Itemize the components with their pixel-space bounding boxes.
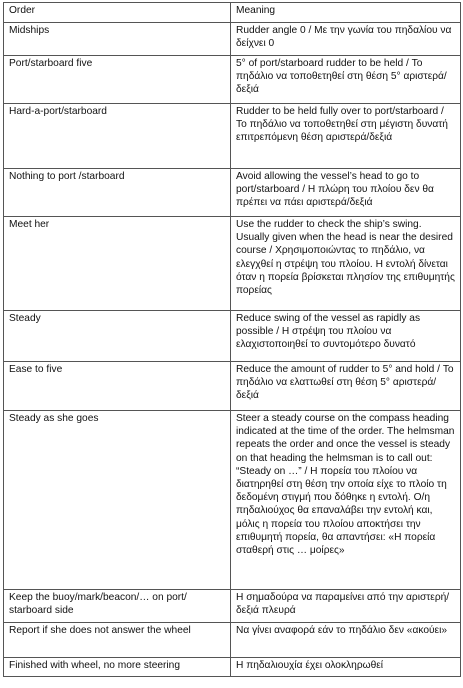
meaning-cell: Η σημαδούρα να παραμείνει από την αριστερή/δεξιά πλευρά (231, 590, 461, 623)
meaning-cell: Reduce the amount of rudder to 5° and hold / Το πηδάλιο να ελαττωθεί στη θέση 5° αριστερά/δεξιά (231, 362, 461, 411)
table-row (4, 623, 461, 658)
order-cell: Hard-a-port/starboard (4, 104, 231, 169)
order-cell: Steady (4, 311, 231, 362)
table-row (4, 169, 461, 217)
table-row (4, 311, 461, 362)
table-header-row (4, 3, 461, 23)
order-cell: Meet her (4, 217, 231, 311)
order-cell: Nothing to port /starboard (4, 169, 231, 217)
table-row (4, 362, 461, 411)
meaning-cell: Rudder to be held fully over to port/starboard / Το πηδάλιο να τοποθετηθεί στη μέγιστη δυνατή επιτρεπόμενη θέση αριστερά/δεξιά (231, 104, 461, 169)
header-order: Order (4, 3, 231, 23)
order-cell: Report if she does not answer the wheel (4, 623, 231, 658)
table-row (4, 104, 461, 169)
meaning-cell: Reduce swing of the vessel as rapidly as possible / Η στρέψη του πλοίου να ελαχιστοποιηθεί το συντομότερο δυνατό (231, 311, 461, 362)
order-cell: Steady as she goes (4, 411, 231, 590)
order-cell: Ease to five (4, 362, 231, 411)
table-row (4, 590, 461, 623)
order-cell: Keep the buoy/mark/beacon/… on port/ starboard side (4, 590, 231, 623)
table-row (4, 217, 461, 311)
table-row (4, 411, 461, 590)
meaning-cell: Use the rudder to check the ship’s swing. Usually given when the head is near the desired course / Χρησιμοποιώντας το πηδάλιο, να ελεγχθεί η στρέψη του πλοίου. Η εντολή δίνεται όταν η πορεία βρίσκεται πλησίον της επιθυμητής πορείας (231, 217, 461, 311)
table-row (4, 23, 461, 56)
meaning-cell: Steer a steady course on the compass heading indicated at the time of the order. The helmsman repeats the order and once the vessel is steady on that heading the helmsman is to call out: “Steady on …” / Η πορεία του πλοίου να διατηρηθεί στη θέση την οποία είχε το πλοίο τη δεδομένη στιγμή που δόθηκε η εντολή. Ο/η πηδαλιούχος θα επαναλάβει την εντολή και, μόλις η πορεία του πλοίου αποκτήσει την επιθυμητή πορεία, θα απαντήσει: «Η πορεία σταθερή στις … μοίρες» (231, 411, 461, 590)
helm-orders-table (3, 2, 461, 677)
meaning-cell: Rudder angle 0 / Με την γωνία του πηδαλίου να δείχνει 0 (231, 23, 461, 56)
header-meaning: Meaning (231, 3, 461, 23)
meaning-cell: 5° of port/starboard rudder to be held / Το πηδάλιο να τοποθετηθεί στη θέση 5° αριστερά/δεξιά (231, 56, 461, 104)
order-cell: Finished with wheel, no more steering (4, 658, 231, 677)
table-row (4, 658, 461, 677)
table-row (4, 56, 461, 104)
meaning-cell: Η πηδαλιουχία έχει ολοκληρωθεί (231, 658, 461, 677)
order-cell: Port/starboard five (4, 56, 231, 104)
meaning-cell: Avoid allowing the vessel’s head to go to port/starboard / Η πλώρη του πλοίου δεν θα πρέπει να πάει αριστερά/δεξιά (231, 169, 461, 217)
order-cell: Midships (4, 23, 231, 56)
meaning-cell: Να γίνει αναφορά εάν το πηδάλιο δεν «ακούει» (231, 623, 461, 658)
